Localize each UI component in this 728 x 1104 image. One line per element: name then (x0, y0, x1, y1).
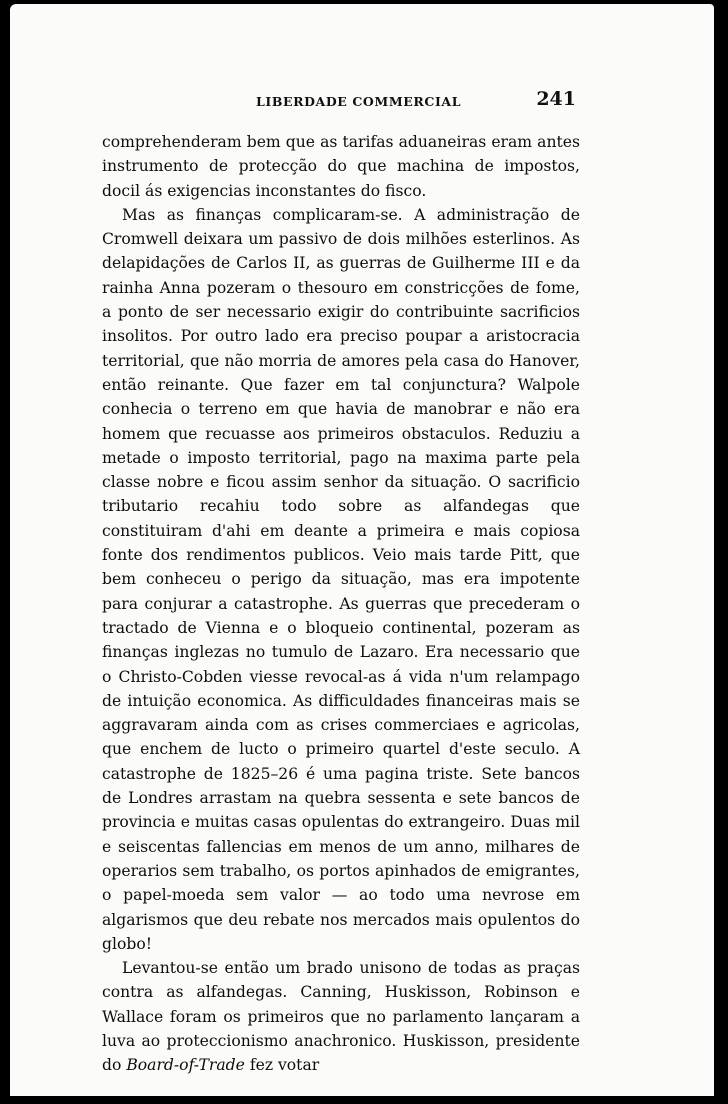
running-head: LIBERDADE COMMERCIAL (256, 94, 462, 109)
paragraph-2: Mas as finanças complicaram-se. A administração de Cromwell deixara um passivo de dois milhões esterlinos. As delapidações de Carlos II, as guerras de Guilherme III e da rainha Anna pozeram o thesouro em constricções de fome, a ponto de ser necessario exigir do contribuinte sacrificios insolitos. Por outro lado era preciso poupar a aristocracia territorial, que não morria de amores pela casa do Hanover, então reinante. Que fazer em tal conjunctura? Walpole conhecia o terreno em que havia de manobrar e não era homem que recuasse aos primeiros obstaculos. Reduziu a metade o imposto territorial, pago na maxima parte pela classe nobre e ficou assim senhor da situação. O sacrificio tributario recahiu todo sobre as alfandegas que constituiram d'ahi em deante a primeira e mais copiosa fonte dos rendimentos publicos. Veio mais tarde Pitt, que bem conheceu o perigo da situação, mas era impotente para conjurar a catastrophe. As guerras que precederam o tractado de Vienna e o bloqueio continental, pozeram as finanças inglezas no tumulo de Lazaro. Era necessario que o Christo-Cobden viesse revocal-as á vida n'um relampago de intuição economica. As difficuldades financeiras mais se aggravaram ainda com as crises commerciaes e agricolas, que enchem de lucto o primeiro quartel d'este seculo. A catastrophe de 1825–26 é uma pagina triste. Sete bancos de Londres arrastam na quebra sessenta e sete bancos de provincia e muitas casas opulentas do extrangeiro. Duas mil e seiscentas fallencias em menos de um anno, milhares de operarios sem trabalho, os portos apinhados de emigrantes, o papel-moeda sem valor — ao todo uma nevrose em algarismos que deu rebate nos mercados mais opulentos do globo! (102, 205, 580, 953)
paragraph-1: comprehenderam bem que as tarifas aduaneiras eram antes instrumento de protecção do que machina de impostos, docil ás exigencias inconstantes do fisco. (102, 133, 580, 200)
paragraph-3 (102, 956, 580, 1077)
book-page (10, 4, 714, 1096)
body-text (102, 130, 580, 1078)
page-header (104, 88, 580, 112)
paragraph-3-italic: Board-of-Trade (126, 1056, 245, 1075)
paragraph-3-text: Levantou-se então um brado unisono de todas as praças contra as alfandegas. Canning, Huskisson, Robinson e Wallace foram os primeiros que no parlamento lançaram a luva ao proteccionismo anachronico. Huskisson, presidente do (102, 959, 580, 1075)
page-number: 241 (536, 88, 576, 110)
paragraph-3-end: fez votar (244, 1056, 320, 1075)
